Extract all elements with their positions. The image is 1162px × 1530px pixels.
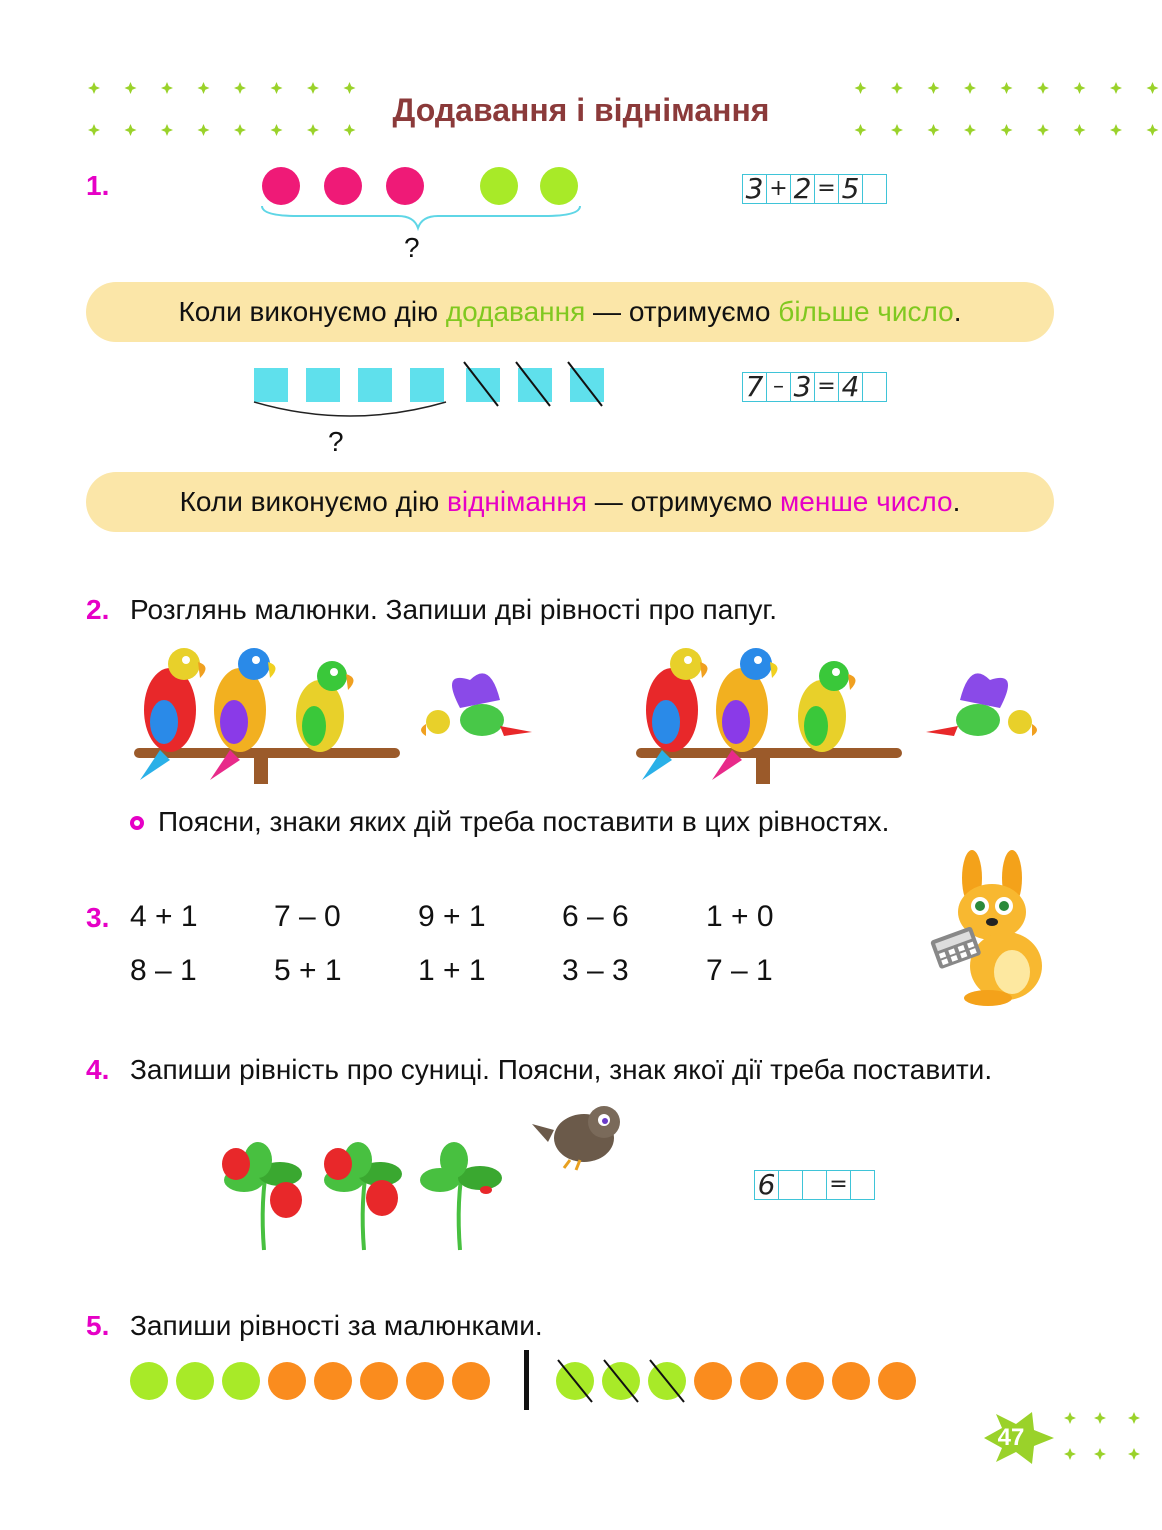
orange-dot [740,1362,778,1400]
task-4-text: Запиши рівність про суниці. Поясни, знак якої дії треба поставити. [130,1054,993,1085]
cell: + [766,175,790,203]
bullet-icon [130,816,144,830]
rule-text: — отримуємо [585,296,779,327]
cell: 7 [745,370,764,403]
page-number: 47 [997,1424,1025,1451]
pink-dot [324,167,362,205]
task-3-number: 3. [86,902,110,933]
cell: = [814,175,838,203]
star-icon [1094,1448,1106,1460]
rule-subtraction [86,472,1054,532]
kangaroo-with-calculator-illustration [928,848,1058,1008]
cell [862,175,886,203]
rule-text: . [953,296,962,327]
task-2-bullet-text: Поясни, знаки яких дій треба поставити в цих рівностях. [158,806,890,837]
star-icon [1064,1412,1076,1424]
orange-dot [786,1362,824,1400]
expression: 8 – 1 [130,954,197,987]
cell: 3 [790,373,814,401]
rule-addition [86,282,1054,342]
rule-text: Коли виконуємо дію [179,486,447,517]
cell[interactable] [778,1171,802,1199]
expression: 4 + 1 [130,900,198,933]
star-icon [1128,1412,1140,1424]
cell[interactable] [802,1171,826,1199]
orange-dot [360,1362,398,1400]
green-dot [480,167,518,205]
question-mark: ? [404,232,420,263]
cell[interactable] [850,1171,874,1199]
task-1-number: 1. [86,170,110,201]
expression: 1 + 1 [418,954,486,987]
equation-cells-subtraction [742,372,887,402]
cell [862,373,886,401]
green-dot [176,1362,214,1400]
task-2-number: 2. [86,594,110,625]
star-icon [1094,1412,1106,1424]
cell: 5 [838,175,862,203]
expression: 5 + 1 [274,954,342,987]
cell: 3 [745,172,764,205]
expression: 9 + 1 [418,900,486,933]
expression: 7 – 1 [706,954,773,987]
expression: 1 + 0 [706,900,774,933]
star-icon [1064,1448,1076,1460]
task-4-number: 4. [86,1054,110,1085]
page-number-badge [980,1412,1056,1464]
cyan-square [254,368,288,402]
pink-dot [262,167,300,205]
equation-cells-addition [742,174,887,204]
rule-keyword: менше число [780,486,953,517]
green-dot [222,1362,260,1400]
cell: = [814,373,838,401]
cyan-square [358,368,392,402]
brace-under-dots [258,204,584,234]
orange-dot [314,1362,352,1400]
rule-text: . [952,486,961,517]
task-5-text: Запиши рівності за малюнками. [130,1310,543,1341]
orange-dot [268,1362,306,1400]
orange-dot [452,1362,490,1400]
orange-dot [406,1362,444,1400]
cell: 2 [790,175,814,203]
decorative-stars-corner [1060,1408,1156,1472]
equation-cells-strawberries [754,1170,875,1200]
cell: – [766,373,790,401]
arc-under-squares [250,400,450,424]
pink-dot [386,167,424,205]
task-2-text: Розглянь малюнки. Запиши дві рівності про папуг. [130,594,778,625]
cell: = [826,1171,850,1199]
parrots-illustration-right [622,640,1042,790]
expression: 6 – 6 [562,900,629,933]
cell: 4 [838,373,862,401]
strawberries-illustration [214,1100,634,1265]
star-icon [1128,1448,1140,1460]
rule-keyword: додавання [445,296,586,327]
rule-text: — отримуємо [587,486,781,517]
expression: 7 – 0 [274,900,341,933]
crossed-green-dots [554,1356,694,1406]
rule-text: Коли виконуємо дію [178,296,446,327]
question-mark: ? [328,426,344,457]
rule-keyword: віднімання [446,486,588,517]
orange-dot [832,1362,870,1400]
expression: 3 – 3 [562,954,629,987]
page-title: Додавання і віднімання [392,92,770,128]
green-dot [130,1362,168,1400]
orange-dot [694,1362,732,1400]
crossed-squares [462,360,612,410]
rule-keyword: більше число [778,296,954,327]
cell[interactable]: 6 [757,1168,776,1201]
parrots-illustration-left [120,640,540,790]
cyan-square [306,368,340,402]
task-5-number: 5. [86,1310,110,1341]
separator-line [524,1350,529,1410]
green-dot [540,167,578,205]
orange-dot [878,1362,916,1400]
cyan-square [410,368,444,402]
